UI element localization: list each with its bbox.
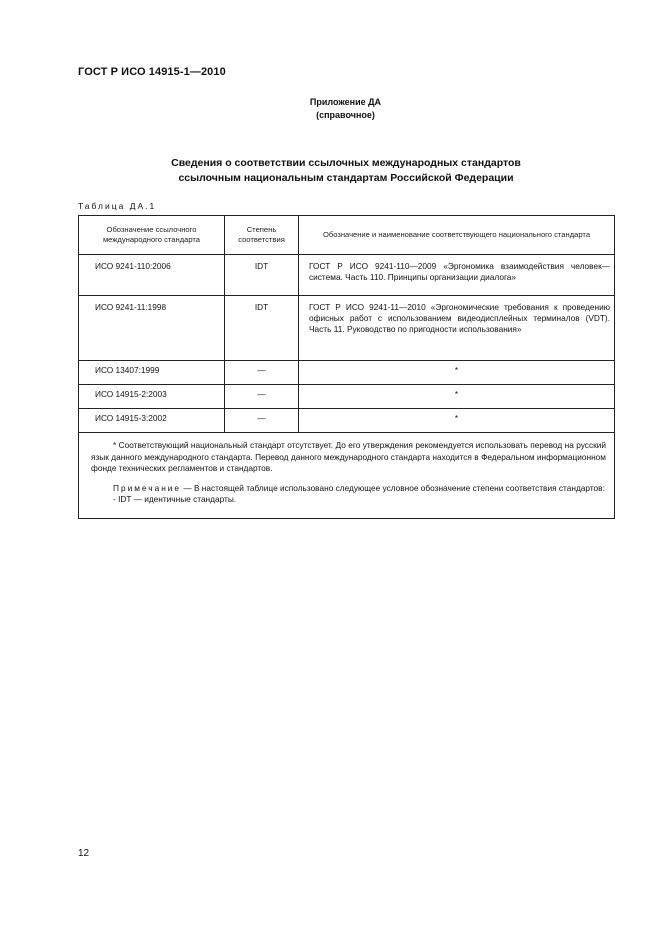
annex-title: Приложение ДА	[309, 97, 382, 107]
table-row	[79, 409, 615, 433]
page-number: 12	[78, 848, 90, 859]
correspondence-table-wrapper	[78, 215, 614, 519]
document-code: ГОСТ Р ИСО 14915-1—2010	[78, 66, 226, 78]
section-title-line-2: ссылочным национальным стандартам Российской Федерации	[178, 172, 514, 184]
table-footnote: * Соответствующий национальный стандарт отсутствует. До его утверждения рекомендуется использовать перевод на русский язык данного международного стандарта. Перевод данного международного стандарта находится в Федеральном информационном фонде технических регламентов и стандартов.	[91, 440, 606, 473]
header-national-standard: Обозначение и наименование соответствующего национального стандарта	[299, 216, 615, 255]
cell-degree: —	[225, 385, 299, 409]
cell-degree: IDT	[225, 255, 299, 296]
table-notes	[79, 433, 615, 519]
header-degree: Степень соответствия	[225, 216, 299, 255]
cell-degree: IDT	[225, 296, 299, 361]
cell-national: ГОСТ Р ИСО 9241-11—2010 «Эргономические требования к проведению офисных работ с использованием видеодисплейных терминалов (VDT). Часть 11. Руководство по пригодности использования»	[299, 296, 615, 361]
cell-international: ИСО 13407:1999	[79, 361, 225, 385]
cell-international: ИСО 14915-3:2002	[79, 409, 225, 433]
table-caption: Таблица ДА.1	[78, 201, 157, 211]
cell-international: ИСО 9241-110:2006	[79, 255, 225, 296]
cell-international: ИСО 14915-2:2003	[79, 385, 225, 409]
cell-national: *	[299, 385, 615, 409]
header-international-standard: Обозначение ссылочного международного стандарта	[79, 216, 225, 255]
cell-degree: —	[225, 361, 299, 385]
table-row	[79, 296, 615, 361]
table-row	[79, 385, 615, 409]
correspondence-table	[78, 215, 615, 519]
cell-international: ИСО 9241-11:1998	[79, 296, 225, 361]
table-row	[79, 361, 615, 385]
cell-national: *	[299, 361, 615, 385]
note-text: — В настоящей таблице использовано следующее условное обозначение степени соответствия стандартов:	[183, 482, 605, 493]
table-header-row	[79, 216, 615, 255]
annex-type: (справочное)	[316, 110, 375, 120]
cell-degree: —	[225, 409, 299, 433]
table-notes-row	[79, 433, 615, 519]
cell-national: *	[299, 409, 615, 433]
table-note	[91, 483, 606, 495]
note-label: Примечание	[113, 482, 182, 493]
note-list-item: - IDT — идентичные стандарты.	[113, 494, 237, 504]
annex-heading	[0, 96, 661, 122]
table-row	[79, 255, 615, 296]
cell-national: ГОСТ Р ИСО 9241-110—2009 «Эргономика взаимодействия человек—система. Часть 110. Принципы организации диалога»	[299, 255, 615, 296]
section-title-line-1: Сведения о соответствии ссылочных международных стандартов	[171, 157, 521, 169]
section-title	[78, 156, 614, 186]
